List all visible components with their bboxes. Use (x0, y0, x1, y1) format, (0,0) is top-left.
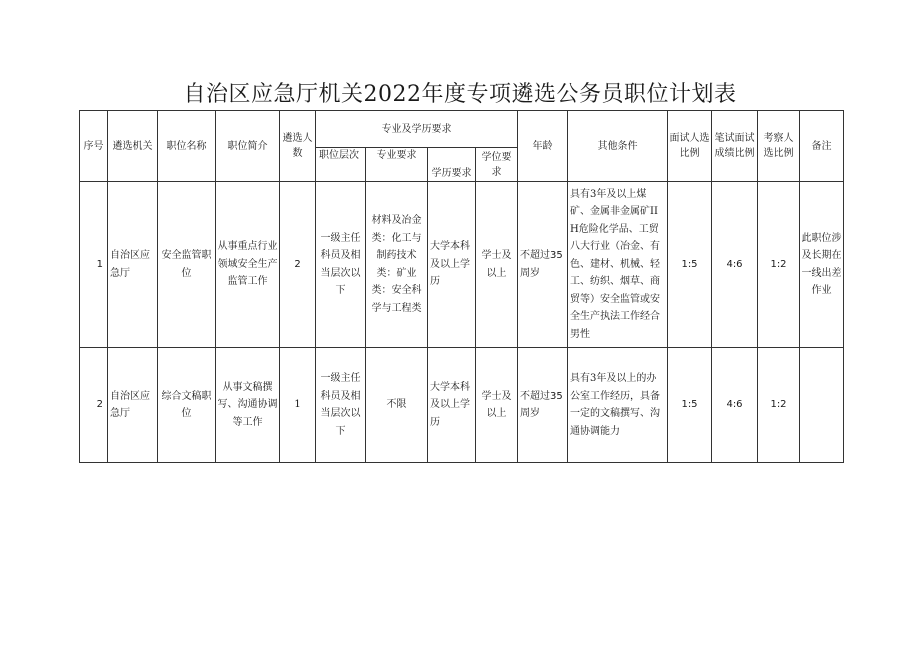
table-row (80, 182, 844, 348)
row-degree: 学士及以上 (476, 348, 518, 463)
row-interview-ratio: 1:5 (668, 348, 712, 463)
row-education: 大学本科及以上学历 (428, 348, 476, 463)
row-level: 一级主任科员及相当层次以下 (316, 348, 366, 463)
header-written-interview-ratio: 笔试面试成绩比例 (712, 111, 758, 182)
header-age: 年龄 (518, 111, 568, 182)
header-degree: 学位要求 (476, 148, 518, 182)
row-agency: 自治区应急厅 (108, 182, 158, 348)
row-count: 2 (280, 182, 316, 348)
header-position-name: 职位名称 (158, 111, 216, 182)
row-remarks: 此职位涉及长期在一线出差作业 (800, 182, 844, 348)
header-major-group: 专业及学历要求 (316, 111, 518, 148)
header-major: 专业要求 (366, 148, 428, 164)
row-agency: 自治区应急厅 (108, 348, 158, 463)
header-level: 职位层次 (316, 148, 366, 182)
row-seq: 2 (80, 348, 108, 463)
row-inspection-ratio: 1:2 (758, 348, 800, 463)
row-other: 具有3年及以上煤矿、金属非金属矿IIH危险化学品、工贸八大行业（冶金、有色、建材、机械、轻工、纺织、烟草、商贸等）安全监管或安全生产执法工作经合男性 (568, 182, 668, 348)
header-other: 其他条件 (568, 111, 668, 182)
row-other: 具有3年及以上的办公室工作经历，具备一定的文稿撰写、沟通协调能力 (568, 348, 668, 463)
row-written-interview-ratio: 4:6 (712, 182, 758, 348)
row-position-name: 安全监管职位 (158, 182, 216, 348)
header-education: 学历要求 (428, 164, 476, 182)
header-position-desc: 职位简介 (216, 111, 280, 182)
header-seq: 序号 (80, 111, 108, 182)
header-agency: 遴选机关 (108, 111, 158, 182)
header-row-1 (80, 111, 844, 148)
row-written-interview-ratio: 4:6 (712, 348, 758, 463)
row-major: 不限 (366, 348, 428, 463)
header-inspection-ratio: 考察人选比例 (758, 111, 800, 182)
row-position-desc: 从事文稿撰写、沟通协调等工作 (216, 348, 280, 463)
row-age: 不超过35周岁 (518, 182, 568, 348)
row-major: 材料及冶金类：化工与制药技术类：矿业类：安全科学与工程类 (366, 182, 428, 348)
header-interview-ratio: 面试人选比例 (668, 111, 712, 182)
row-degree: 学士及以上 (476, 182, 518, 348)
position-plan-table (79, 110, 844, 463)
page-title: 自治区应急厅机关2022年度专项遴选公务员职位计划表 (183, 82, 737, 107)
row-seq: 1 (80, 182, 108, 348)
header-count: 遴选人数 (280, 111, 316, 182)
row-remarks (800, 348, 844, 463)
header-remarks: 备注 (800, 111, 844, 182)
row-inspection-ratio: 1:2 (758, 182, 800, 348)
row-age: 不超过35周岁 (518, 348, 568, 463)
row-count: 1 (280, 348, 316, 463)
table-row (80, 348, 844, 463)
row-education: 大学本科及以上学历 (428, 182, 476, 348)
row-position-desc: 从事重点行业领域安全生产监管工作 (216, 182, 280, 348)
row-level: 一级主任科员及相当层次以下 (316, 182, 366, 348)
row-position-name: 综合文稿职位 (158, 348, 216, 463)
row-interview-ratio: 1:5 (668, 182, 712, 348)
